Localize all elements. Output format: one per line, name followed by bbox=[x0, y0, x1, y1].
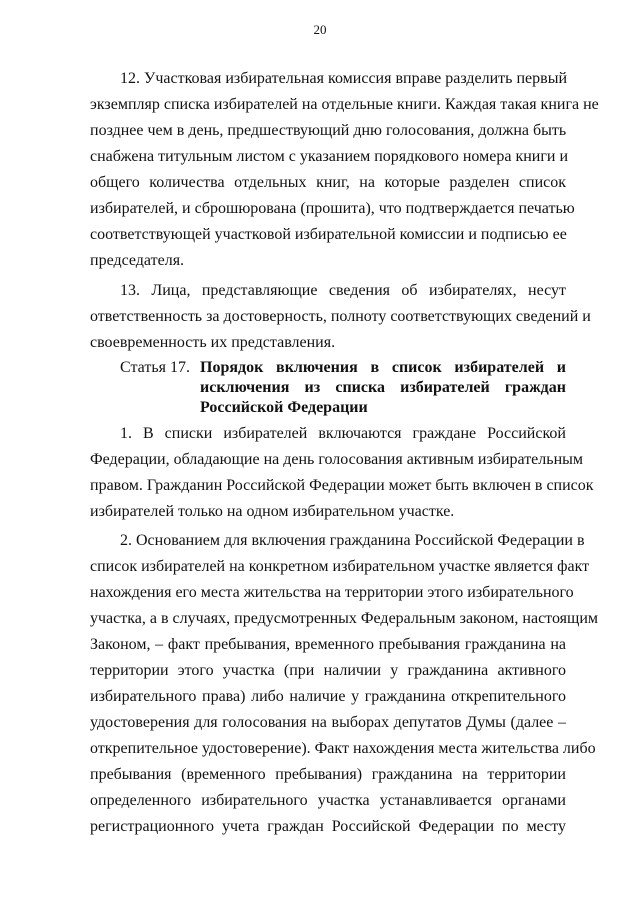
paragraph-12-line: позднее чем в день, предшествующий дню голосования, должна быть bbox=[90, 122, 567, 139]
paragraph-1-line: правом. Гражданин Российской Федерации может быть включен в список bbox=[90, 477, 594, 494]
paragraph-2-line: регистрационного учета граждан Российской Федерации по месту bbox=[90, 818, 566, 835]
paragraph-2-line: территории этого участка (при наличии у гражданина активного bbox=[90, 662, 566, 679]
paragraph-12-line: экземпляр списка избирателей на отдельные книги. Каждая такая книга не bbox=[90, 96, 599, 113]
paragraph-13-line: своевременность их представления. bbox=[90, 334, 336, 351]
paragraph-1-line: 1. В списки избирателей включаются граждане Российской bbox=[120, 425, 566, 442]
paragraph-1-line: избирателей только на одном избирательном участке. bbox=[90, 503, 455, 520]
paragraph-12-line: избирателей, и сброшюрована (прошита), что подтверждается печатью bbox=[90, 200, 575, 217]
paragraph-2-line: открепительное удостоверение). Факт нахождения места жительства либо bbox=[90, 740, 596, 757]
paragraph-2-line: нахождения его места жительства на территории этого избирательного bbox=[90, 584, 574, 601]
paragraph-12-line: снабжена титульным листом с указанием порядкового номера книги и bbox=[90, 148, 569, 165]
paragraph-12-line: 12. Участковая избирательная комиссия вправе разделить первый bbox=[120, 70, 567, 87]
paragraph-2-line: участка, а в случаях, предусмотренных Федеральным законом, настоящим bbox=[90, 610, 599, 627]
paragraph-2-line: список избирателей на конкретном избирательном участке является факт bbox=[90, 558, 590, 575]
paragraph-1-line: Федерации, обладающие на день голосования активным избирательным bbox=[90, 451, 583, 468]
page-number: 20 bbox=[313, 22, 327, 37]
article-title-line: Порядок включения в список избирателей и bbox=[200, 359, 566, 376]
paragraph-13-line: 13. Лица, представляющие сведения об избирателях, несут bbox=[120, 282, 566, 299]
paragraph-2-line: удостоверения для голосования на выборах депутатов Думы (далее – bbox=[90, 714, 566, 731]
article-title-line: исключения из списка избирателей граждан bbox=[200, 379, 566, 396]
article-label: Статья 17. bbox=[120, 359, 190, 376]
paragraph-2-line: Законом, – факт пребывания, временного пребывания гражданина на bbox=[90, 636, 566, 653]
article-title-line: Российской Федерации bbox=[200, 399, 368, 416]
paragraph-12-line: председателя. bbox=[90, 252, 185, 269]
paragraph-12-line: соответствующей участковой избирательной комиссии и подписью ее bbox=[90, 226, 567, 243]
paragraph-2-line: избирательного права) либо наличие у гражданина открепительного bbox=[90, 688, 566, 705]
paragraph-2-line: 2. Основанием для включения гражданина Российской Федерации в bbox=[120, 532, 585, 549]
paragraph-2-line: определенного избирательного участка устанавливается органами bbox=[90, 792, 566, 809]
paragraph-2-line: пребывания (временного пребывания) гражданина на территории bbox=[90, 766, 566, 783]
paragraph-13-line: ответственность за достоверность, полноту соответствующих сведений и bbox=[90, 308, 591, 325]
paragraph-12-line: общего количества отдельных книг, на которые разделен список bbox=[90, 174, 566, 191]
